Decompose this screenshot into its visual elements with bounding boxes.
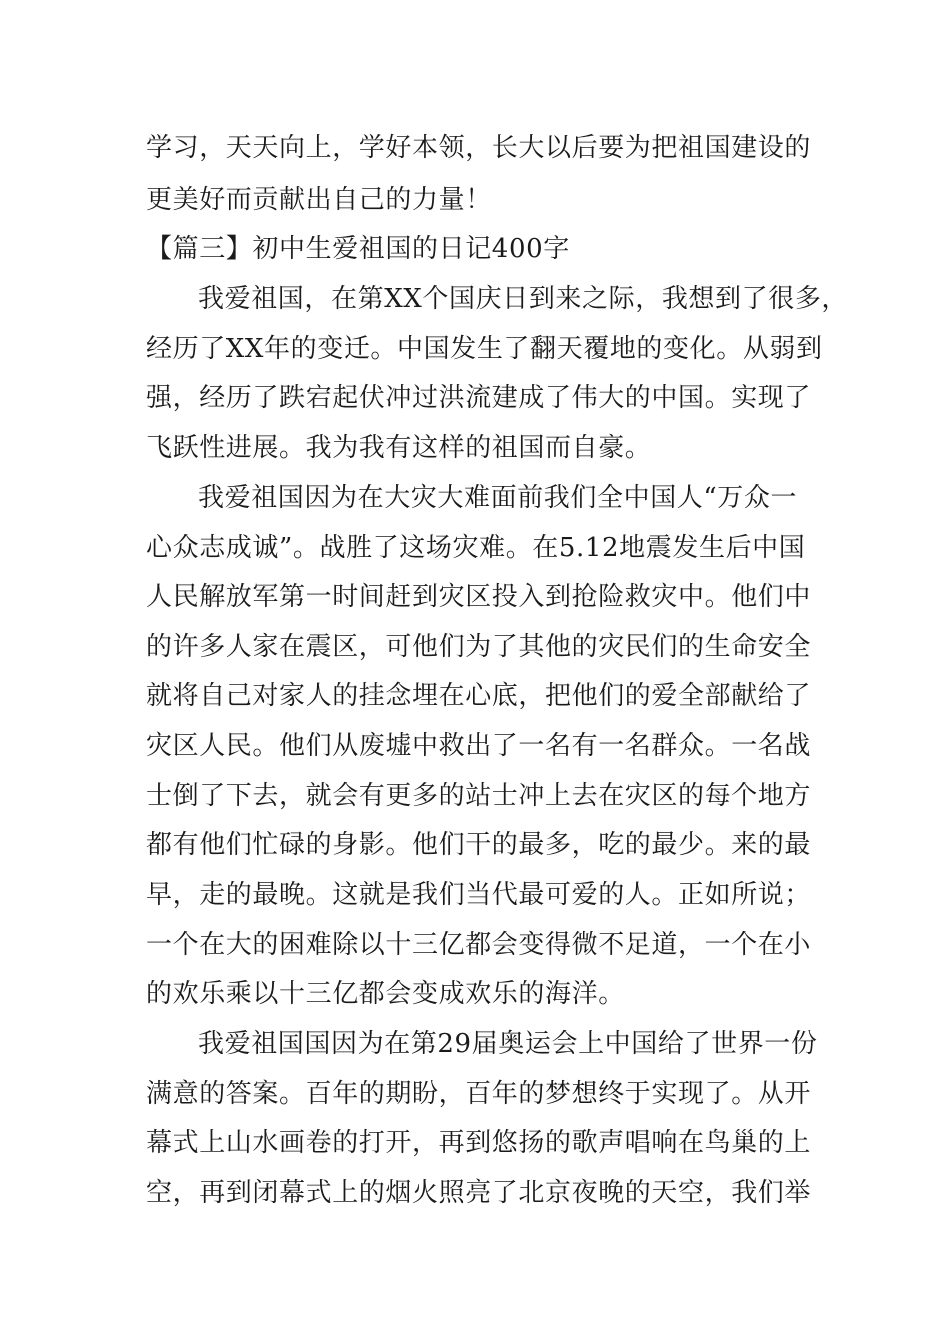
text-line: 的欢乐乘以十三亿都会变成欢乐的海洋。 xyxy=(146,979,625,1009)
section-heading: 【篇三】初中生爱祖国的日记400字 xyxy=(146,234,570,264)
text-line: 经历了XX年的变迁。中国发生了翻天覆地的变化。从弱到 xyxy=(146,334,823,364)
text-line: 满意的答案。百年的期盼，百年的梦想终于实现了。从开 xyxy=(146,1079,812,1109)
text-line: 一个在大的困难除以十三亿都会变得微不足道，一个在小 xyxy=(146,930,812,960)
text-line: 心众志成诚”。战胜了这场灾难。在5.12地震发生后中国 xyxy=(146,533,806,563)
text-line: 空，再到闭幕式上的烟火照亮了北京夜晚的天空，我们举 xyxy=(146,1178,812,1208)
paragraph-first-line: 我爱祖国因为在大灾大难面前我们全中国人“万众一 xyxy=(198,483,798,513)
paragraph-first-line: 我爱祖国，在第XX个国庆日到来之际，我想到了很多， xyxy=(198,284,849,314)
text-line: 早，走的最晚。这就是我们当代最可爱的人。正如所说； xyxy=(146,880,812,910)
text-line: 人民解放军第一时间赶到灾区投入到抢险救灾中。他们中 xyxy=(146,582,812,612)
text-line: 就将自己对家人的挂念埋在心底，把他们的爱全部献给了 xyxy=(146,681,812,711)
text-line: 灾区人民。他们从废墟中救出了一名有一名群众。一名战 xyxy=(146,731,812,761)
text-line: 都有他们忙碌的身影。他们干的最多，吃的最少。来的最 xyxy=(146,830,812,860)
text-line: 士倒了下去，就会有更多的站士冲上去在灾区的每个地方 xyxy=(146,781,812,811)
text-line: 的许多人家在震区，可他们为了其他的灾民们的生命安全 xyxy=(146,632,812,662)
text-line: 更美好而贡献出自己的力量！ xyxy=(146,185,492,215)
text-line: 飞跃性进展。我为我有这样的祖国而自豪。 xyxy=(146,433,652,463)
text-line: 强，经历了跌宕起伏冲过洪流建成了伟大的中国。实现了 xyxy=(146,383,812,413)
paragraph-first-line: 我爱祖国国因为在第29届奥运会上中国给了世界一份 xyxy=(198,1029,818,1059)
text-line: 学习，天天向上，学好本领，长大以后要为把祖国建设的 xyxy=(146,133,812,163)
text-line: 幕式上山水画卷的打开，再到悠扬的歌声唱响在鸟巢的上 xyxy=(146,1128,812,1158)
